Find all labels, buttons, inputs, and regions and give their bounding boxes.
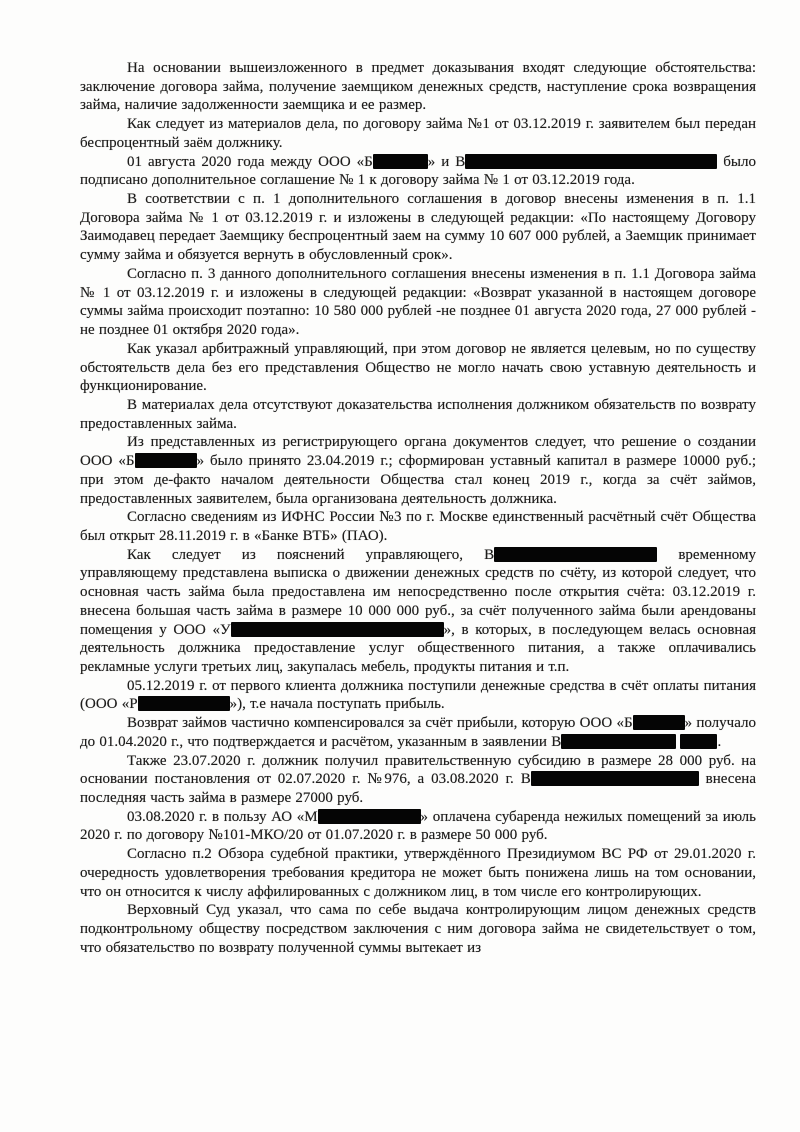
- paragraph: В материалах дела отсутствуют доказательства исполнения должником обязательств по возврату предоставленных займа.: [80, 396, 756, 432]
- paragraph: 05.12.2019 г. от первого клиента должника поступили денежные средства в счёт оплаты питания (ООО «Р »), т.е начала поступать прибыль.: [80, 677, 756, 713]
- redaction-bar: [531, 771, 699, 786]
- paragraph: Как следует из материалов дела, по договору займа №1 от 03.12.2019 г. заявителем был передан беспроцентный заём должнику.: [80, 116, 756, 151]
- paragraph: Верховный Суд указал, что сама по себе выдача контролирующим лицом денежных средств подконтрольному обществу посредством заключения с ним договора займа не свидетельствует о том, что обязательство по возврату полученной суммы вытекает из: [80, 902, 756, 956]
- paragraph: Также 23.07.2020 г. должник получил правительственную субсидию в размере 28 000 руб. на основании постановления от 02.07.2020 г. №976, а 03.08.2020 г. В внесена последняя часть займа в размере 27000 руб.: [80, 752, 756, 807]
- document-body: [80, 59, 756, 958]
- redaction-bar: [135, 453, 197, 468]
- paragraph: Как указал арбитражный управляющий, при этом договор не является целевым, но по существу обстоятельств дела без его представления Общество не могло начать свою уставную деятельность и функционирование.: [80, 340, 756, 395]
- paragraph: Из представленных из регистрирующего органа документов следует, что решение о создании ООО «Б » было принято 23.04.2019 г.; сформирован уставный капитал в размере 10000 руб.; при этом де-факто началом деятельности Общества стал конец 2019 г., когда за счёт займов, предоставленных заявителем, была организована деятельность должника.: [80, 434, 756, 507]
- paragraph: На основании вышеизложенного в предмет доказывания входят следующие обстоятельства: заключение договора займа, получение заемщиком денежных средств, наступление срока возвращения займа, наличие задолженности заемщика и ее размер.: [80, 60, 756, 114]
- paragraph: В соответствии с п. 1 дополнительного соглашения в договор внесены изменения в п. 1.1 Договора займа № 1 от 03.12.2019 г. и изложены в следующей редакции: «По настоящему Договору Заимодавец передает Заемщику беспроцентный заем на сумму 10 607 000 рублей, а Заемщик принимает сумму займа и обязуется вернуть в обусловленный срок».: [80, 191, 756, 264]
- redaction-bar: [465, 154, 717, 169]
- redaction-bar: [231, 622, 444, 637]
- redaction-bar: [318, 809, 421, 824]
- redaction-bar: [633, 715, 685, 730]
- paragraph: Возврат займов частично компенсировался за счёт прибыли, которую ООО «Б » получало до 01.04.2020 г., что подтверждается и расчётом, указанным в заявлении В .: [80, 715, 756, 750]
- paragraph: Как следует из пояснений управляющего, В временному управляющему представлена выписка о движении денежных средств по счёту, из которой следует, что основная часть займа была предоставлена им непосредственно после открытия счёта: 03.12.2019 г. внесена большая часть займа в размере 10 000 000 руб., за счёт полученного займа были арендованы помещения у ООО «У », в которых, в последующем велась основная деятельность должника предоставление услуг общественного питания, а также оплачивались рекламные услуги третьих лиц, закупалась мебель, продукты питания и т.п.: [80, 546, 757, 675]
- paragraph: Согласно п. 3 данного дополнительного соглашения внесены изменения в п. 1.1 Договора займа № 1 от 03.12.2019 г. и изложены в следующей редакции: «Возврат указанной в настоящем договоре суммы займа происходит поэтапно: 10 580 000 рублей -не позднее 01 августа 2020 года, 27 000 рублей - не позднее 01 октября 2020 года».: [80, 265, 756, 339]
- paragraph: 01 августа 2020 года между ООО «Б » и В было подписано дополнительное соглашение № 1 к договору займа № 1 от 03.12.2019 года.: [80, 153, 756, 189]
- redaction-bar: [561, 734, 676, 749]
- redaction-bar: [494, 547, 657, 562]
- redaction-bar: [138, 696, 230, 711]
- paragraph: Согласно п.2 Обзора судебной практики, утверждённого Президиумом ВС РФ от 29.01.2020 г. очередность удовлетворения требования кредитора не может быть понижена лишь на том основании, что он относится к числу аффилированных с должником лиц, в том числе его контролирующих.: [80, 846, 756, 900]
- redaction-bar: [373, 154, 428, 169]
- paragraph: Согласно сведениям из ИФНС России №3 по г. Москве единственный расчётный счёт Общества был открыт 28.11.2019 г. в «Банке ВТБ» (ПАО).: [80, 509, 756, 544]
- paragraph: 03.08.2020 г. в пользу АО «М » оплачена субаренда нежилых помещений за июль 2020 г. по договору №101-МКО/20 от 01.07.2020 г. в размере 50 000 руб.: [80, 808, 756, 844]
- redaction-bar: [680, 734, 717, 749]
